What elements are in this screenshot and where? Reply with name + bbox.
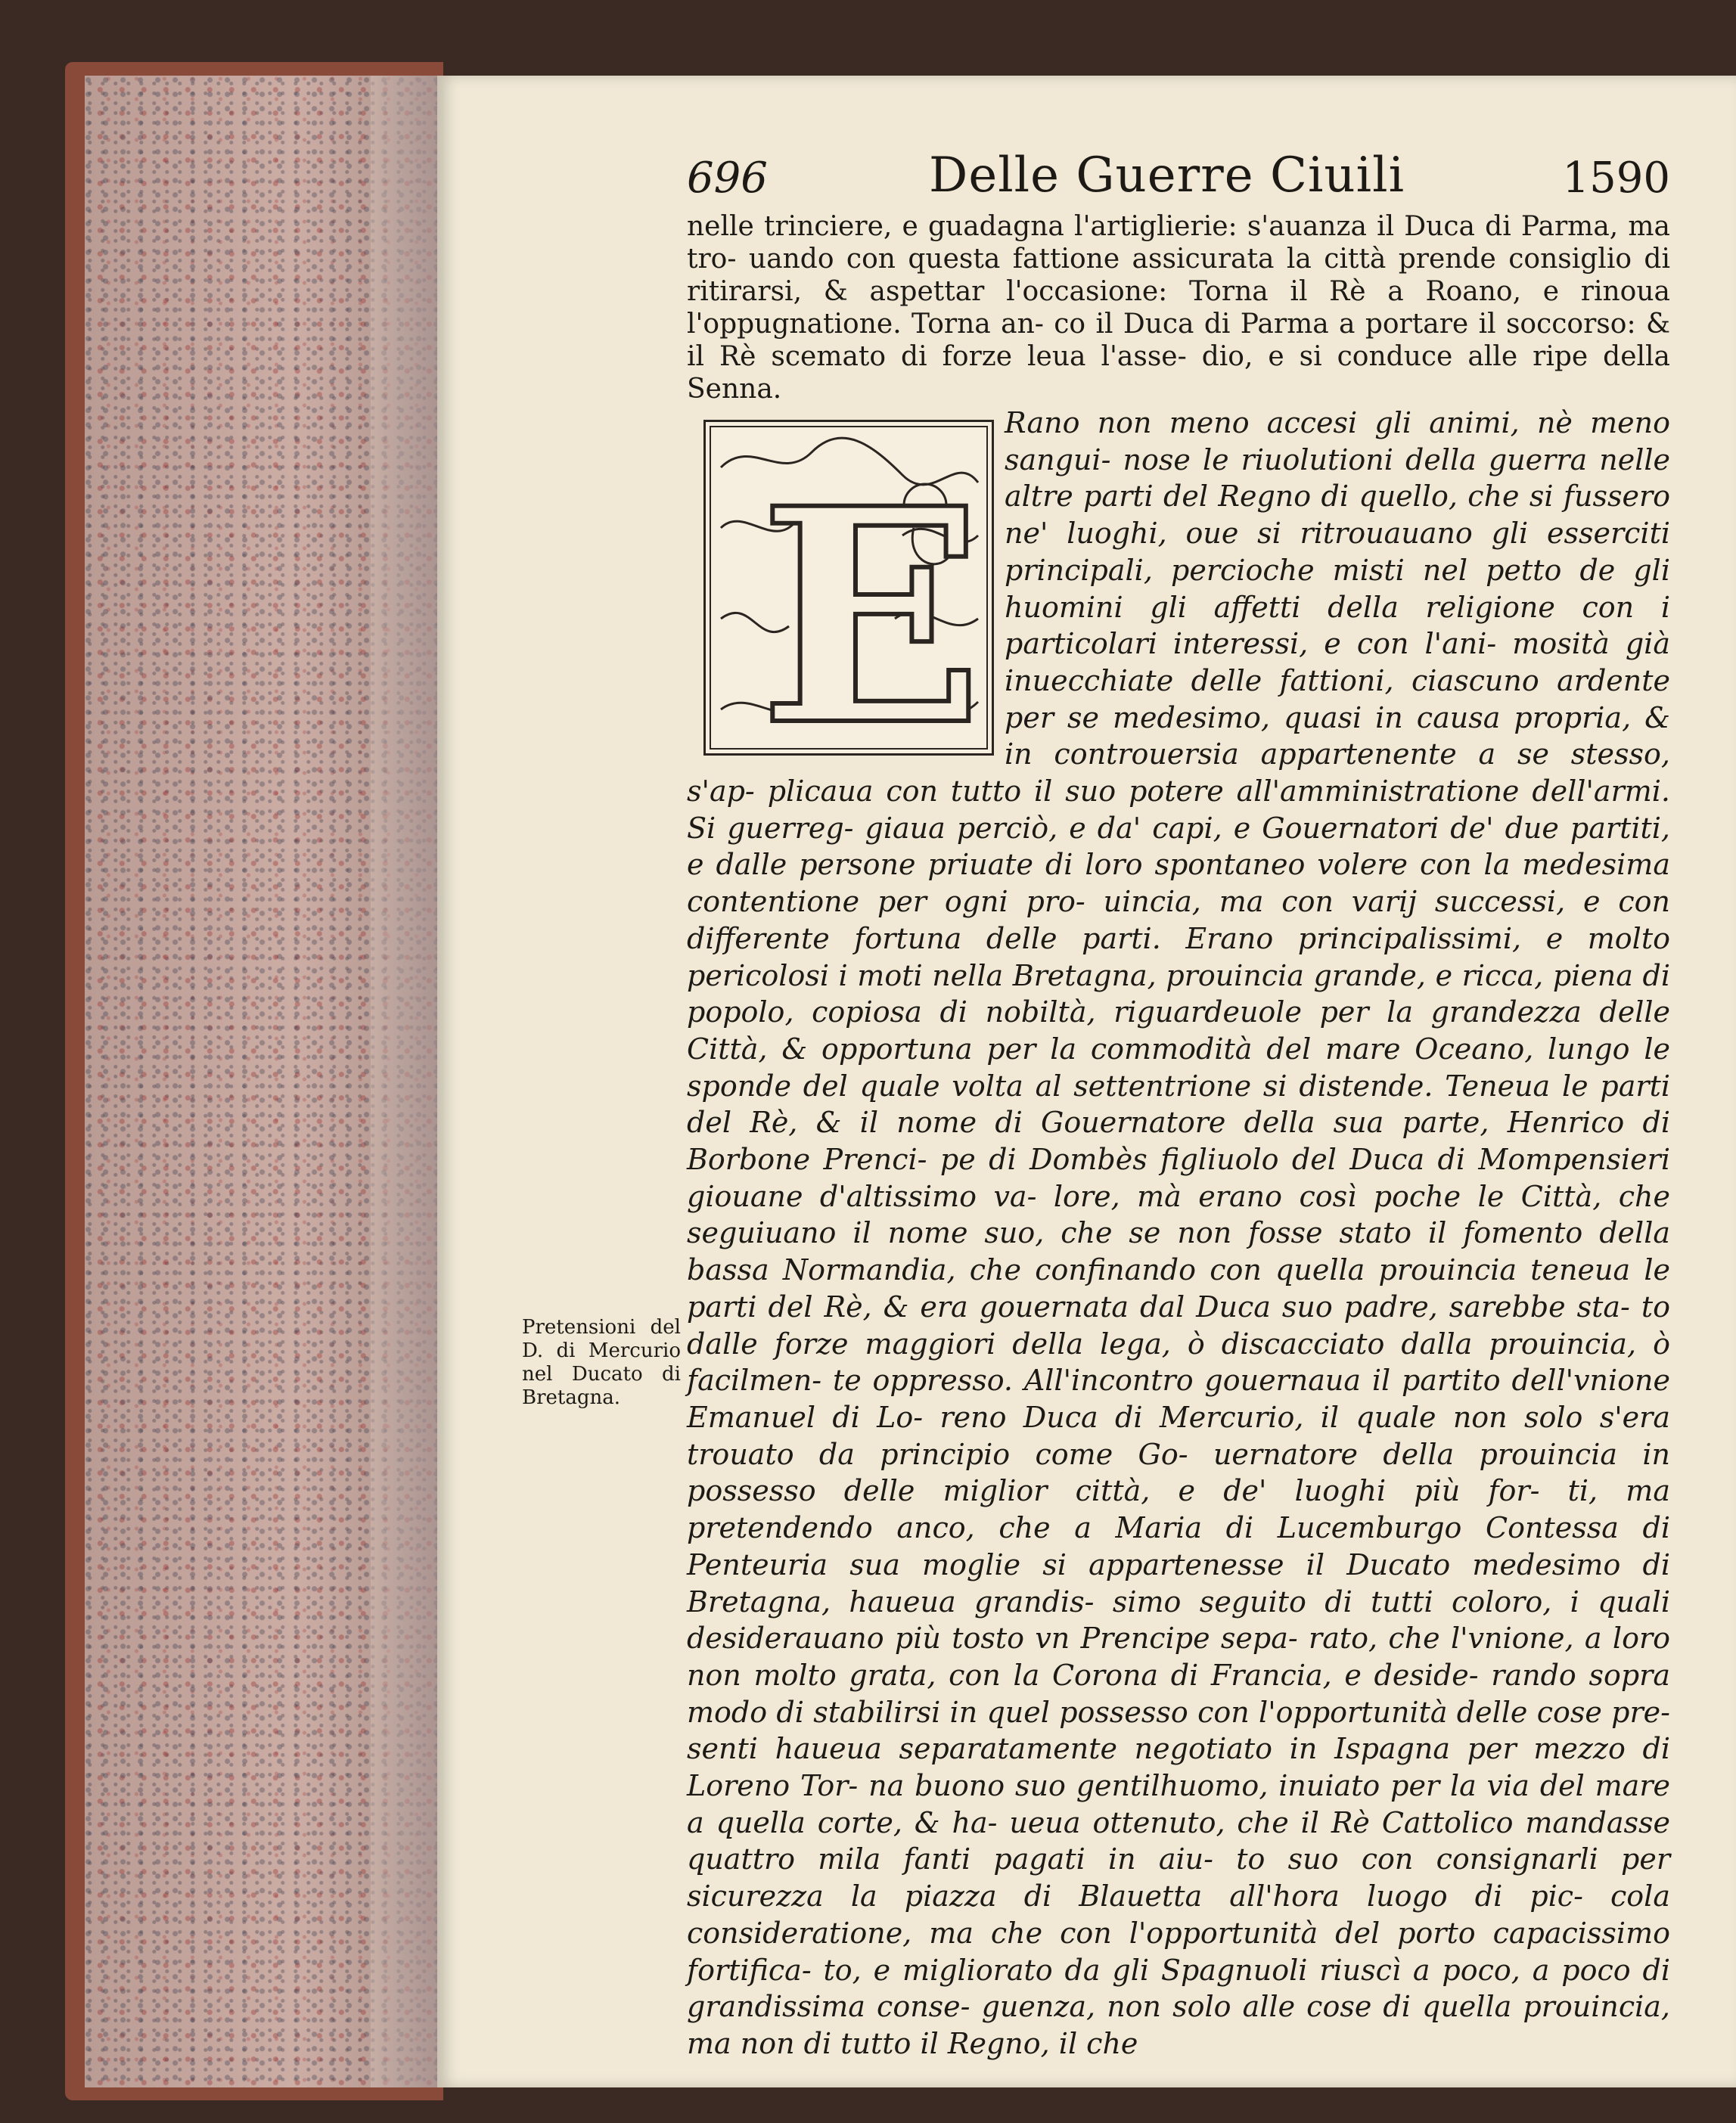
dropcap-space	[687, 405, 998, 766]
body-text	[687, 405, 1670, 2062]
page-edges	[85, 76, 439, 2087]
margin-note: Pretensioni del D. di Mercurio nel Ducato di Bretagna.	[522, 1316, 681, 1409]
year-marker: 1590	[1562, 154, 1670, 203]
initial-letter: E	[759, 444, 984, 753]
chapter-summary: nelle trinciere, e guadagna l'artiglierie: s'auanza il Duca di Parma, ma tro- uando con questa fattione assicurata la città prende consiglio di ritirarsi, & aspettar l'occasione: Torna il Rè a Roano, e rinoua l'oppugnatione. Torna an- co il Duca di Parma a portare il soccorso: & il Rè scemato di forze leua l'asse- dio, e si conduce alle ripe della Senna.	[687, 211, 1670, 405]
page-number: 696	[687, 154, 768, 203]
page-header	[687, 147, 1670, 208]
body-paragraph: Rano non meno accesi gli animi, nè meno sangui- nose le riuolutioni della guerra nelle altre parti del Regno di quello, che si fussero ne' luoghi, oue si ritrouauano gli esserciti principali, percioche misti nel petto de gli huomini gli affetti della religione con i particolari interessi, e con l'ani- mosità già inuecchiate delle fattioni, ciascuno ardente per se medesimo, quasi in causa propria, & in controuersia appartenente a se stesso, s'ap- plicaua con tutto il suo potere all'amministratione dell'armi. Si guerreg- giaua perciò, e da' capi, e Gouernatori de' due partiti, e dalle persone priuate di loro spontaneo volere con la medesima contentione per ogni pro- uincia, ma con varij successi, e con differente fortuna delle parti. Erano principalissimi, e molto pericolosi i moti nella Bretagna, prouincia grande, e ricca, piena di popolo, copiosa di nobiltà, riguardeuole per la grandezza delle Città, & opportuna per la commodità del mare Oceano, lungo le sponde del quale volta al settentrione si distende. Teneua le parti del Rè, & il nome di Gouernatore della sua parte, Henrico di Borbone Prenci- pe di Dombès figliuolo del Duca di Mompensieri giouane d'altissimo va- lore, mà erano così poche le Città, che seguiuano il nome suo, che se non fosse stato il fomento della bassa Normandia, che confinando con quella prouincia teneua le parti del Rè, & era gouernata dal Duca suo padre, sarebbe sta- to dalle forze maggiori della lega, ò discacciato dalla prouincia, ò facilmen- te oppresso. All'incontro gouernaua il partito dell'vnione Emanuel di Lo- reno Duca di Mercurio, il quale non solo s'era trouato da principio come Go- uernatore della prouincia in possesso delle miglior città, e de' luoghi più for- ti, ma pretendendo anco, che a Maria di Lucemburgo Contessa di Penteuria sua moglie si appartenesse il Ducato medesimo di Bretagna, haueua grandis- simo seguito di tutti coloro, i quali desiderauano più tosto vn Prencipe sepa- rato, che l'vnione, a loro non molto grata, con la Corona di Francia, e deside- rando sopra modo di stabilirsi in quel possesso con l'opportunità delle cose pre- senti haueua separatamente negotiato in Ispagna per mezzo di Loreno Tor- na buono suo gentilhuomo, inuiato per la via del mare a quella corte, & ha- ueua ottenuto, che il Rè Cattolico mandasse quattro mila fanti pagati in aiu- to suo con consignarli per sicurezza la piazza di Blauetta all'hora luogo di pic- cola consideratione, ma che con l'opportunità del porto capacissimo fortifica- to, e migliorato da gli Spagnuoli riuscì a poco, a poco di grandissima conse- guenza, non solo alle cose di quella prouincia, ma non di tutto il Regno, il che	[687, 406, 1670, 2060]
running-title: Delle Guerre Ciuili	[929, 147, 1405, 203]
book-page	[437, 76, 1736, 2087]
